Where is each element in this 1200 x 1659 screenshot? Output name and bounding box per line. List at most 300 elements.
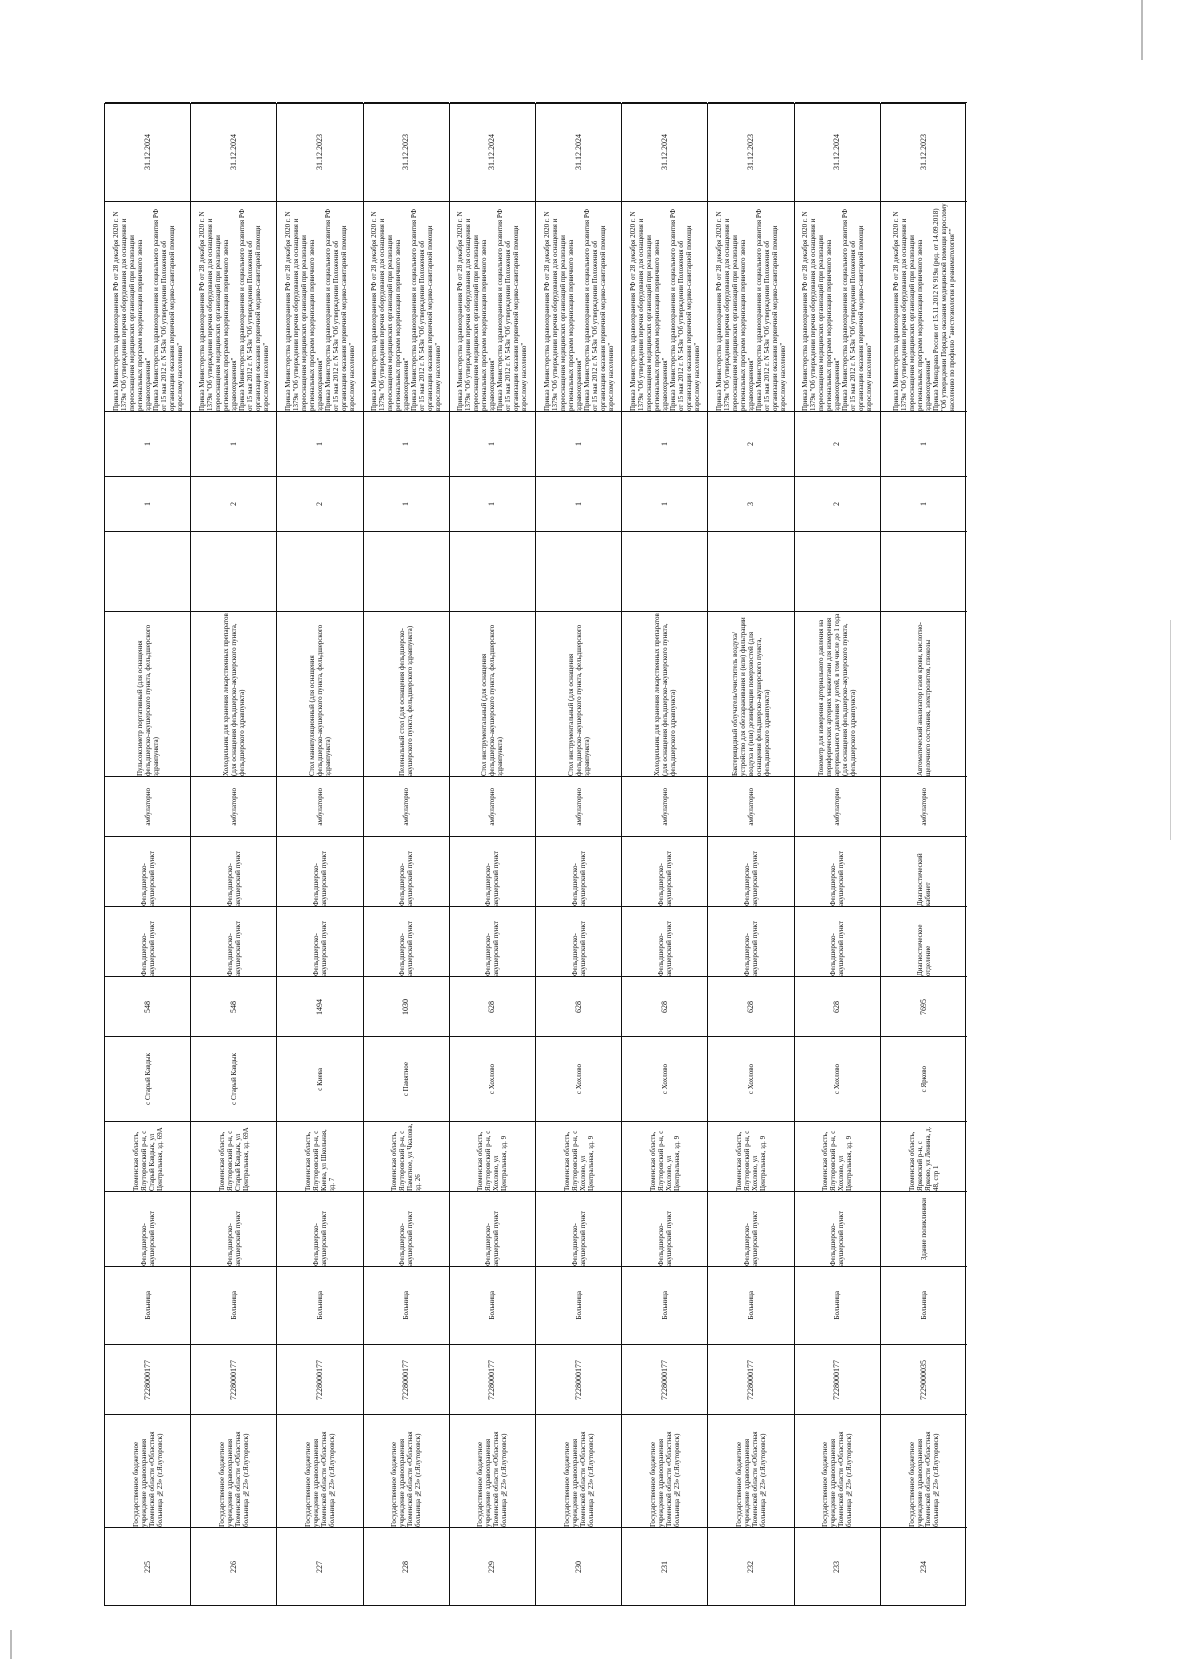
quantity-planned: 1 bbox=[573, 442, 583, 446]
department: Фельдшерско-акушерский пункт bbox=[742, 920, 759, 976]
planned-column-cell bbox=[277, 531, 362, 611]
row-number: 231 bbox=[659, 1560, 669, 1573]
settlement: с Хохлово bbox=[833, 1063, 842, 1095]
address: Тюменская область, Ялуторовский р-н, с Старый Кавдык, ул Центральная, зд. 69А bbox=[131, 1127, 164, 1191]
address: Тюменская область, Ялуторовский р-н, с Хохлово, ул Центральная, зд. 9 bbox=[734, 1130, 767, 1191]
care-conditions-cell bbox=[191, 776, 276, 836]
legal-basis-cell bbox=[191, 201, 276, 411]
inn-code: 7229000035 bbox=[918, 1359, 928, 1400]
organization-name: Государственное бюджетное учреждение здравоохранения Тюменской области «Областная больница №23» (г.Ялуторовск) bbox=[390, 1431, 423, 1527]
sub-department-cell bbox=[450, 836, 535, 906]
table-row bbox=[881, 104, 967, 1605]
quantity-planned-cell bbox=[105, 411, 190, 476]
scan-edge-mark bbox=[10, 1630, 12, 1659]
sub-department: Фельдшерско-акушерский пункт bbox=[656, 850, 673, 906]
address-cell bbox=[708, 1121, 793, 1191]
legal-basis: Приказ Министерства здравоохранения РФ от 28 декабря 2020 г. N 1379н "Об утверждении перечня оборудования для оснащения и переоснащения медицинских организаций при реализации региональных программ модернизации первичного звена здравоохранения" Приказ Министерства здравоохранения и социального развития РФ от 15 мая 2012 г. N 543н "Об утверждении Положения об организации оказания первичной медико-санитарной помощи взрослому населению" bbox=[456, 208, 529, 411]
inn-code: 7228000177 bbox=[745, 1359, 755, 1400]
care-conditions-cell bbox=[536, 776, 621, 836]
quantity-planned: 1 bbox=[142, 442, 152, 446]
equipment-name-cell bbox=[622, 611, 707, 776]
settlement-cell bbox=[536, 1036, 621, 1121]
facility-type-cell bbox=[795, 1266, 880, 1344]
deadline-date-cell bbox=[105, 102, 190, 201]
organization-name-cell bbox=[450, 1414, 535, 1527]
structural-unit: Фельдшерско-акушерский пункт bbox=[829, 1210, 846, 1266]
address-cell bbox=[881, 1121, 967, 1191]
legal-basis: Приказ Министерства здравоохранения РФ от 28 декабря 2020 г. N 1379н "Об утверждении перечня оборудования для оснащения и переоснащения медицинских организаций при реализации региональных программ модернизации первичного звена здравоохранения" Приказ Министерства здравоохранения и социального развития РФ от 15 мая 2012 г. N 543н "Об утверждении Положения об организации оказания первичной медико-санитарной помощи взрослому населению" bbox=[628, 208, 701, 411]
equipment-name-cell bbox=[881, 611, 967, 776]
sub-department-cell bbox=[881, 836, 967, 906]
table-row bbox=[708, 104, 794, 1605]
care-conditions: амбулаторно bbox=[229, 787, 238, 826]
population: 548 bbox=[142, 1000, 152, 1013]
address: Тюменская область, Ялуторовский р-н, с Хохлово, ул Центральная, зд. 9 bbox=[648, 1130, 681, 1191]
planned-column-cell bbox=[795, 531, 880, 611]
facility-type-cell bbox=[536, 1266, 621, 1344]
organization-name-cell bbox=[795, 1414, 880, 1527]
equipment-name: Пеленальный стол (для оснащения фельдшерско-акушерского пункта, фельдшерского здравпункта) bbox=[398, 625, 415, 776]
population-cell bbox=[881, 976, 967, 1036]
department-cell bbox=[191, 906, 276, 976]
scan-edge-mark bbox=[1141, 0, 1143, 60]
address-cell bbox=[364, 1121, 449, 1191]
quantity-planned: 1 bbox=[228, 442, 238, 446]
equipment-name-cell bbox=[708, 611, 793, 776]
structural-unit-cell bbox=[536, 1191, 621, 1266]
legal-basis: Приказ Министерства здравоохранения РФ от 28 декабря 2020 г. N 1379н "Об утверждении перечня оборудования для оснащения и переоснащения медицинских организаций при реализации региональных программ модернизации первичного звена здравоохранения" Приказ Министерства здравоохранения и социального развития РФ от 15 мая 2012 г. N 543н "Об утверждении Положения об организации оказания первичной медико-санитарной помощи взрослому населению" bbox=[111, 208, 184, 411]
population-cell bbox=[105, 976, 190, 1036]
facility-type: Больница bbox=[143, 1291, 152, 1320]
settlement-cell bbox=[881, 1036, 967, 1121]
care-conditions: амбулаторно bbox=[574, 787, 583, 826]
department-cell bbox=[536, 906, 621, 976]
legal-basis: Приказ Министерства здравоохранения РФ от 28 декабря 2020 г. N 1379н "Об утверждении перечня оборудования для оснащения и переоснащения медицинских организаций при реализации региональных программ модернизации первичного звена здравоохранения" Приказ Министерства здравоохранения и социального развития РФ от 15 мая 2012 г. N 543н "Об утверждении Положения об организации оказания первичной медико-санитарной помощи взрослому населению" bbox=[283, 208, 356, 411]
quantity-required-cell bbox=[191, 476, 276, 531]
row-number: 228 bbox=[401, 1560, 411, 1573]
row-number: 226 bbox=[228, 1560, 238, 1573]
quantity-required-cell bbox=[450, 476, 535, 531]
sub-department-cell bbox=[536, 836, 621, 906]
deadline-date: 31.12.2023 bbox=[918, 134, 928, 170]
structural-unit: Фельдшерско-акушерский пункт bbox=[484, 1210, 501, 1266]
settlement: с Хохлово bbox=[660, 1063, 669, 1095]
facility-type: Больница bbox=[315, 1291, 324, 1320]
quantity-required-cell bbox=[536, 476, 621, 531]
population-cell bbox=[450, 976, 535, 1036]
address: Тюменская область, Ярковский р-н, с Ярково, ул Ленина, д. 48, стр 1 bbox=[907, 1126, 940, 1191]
equipment-name-cell bbox=[795, 611, 880, 776]
equipment-name: Пульсоксиметр портативный (для оснащения фельдшерско-акушерского пункта, фельдшерского здравпункта) bbox=[135, 624, 160, 776]
legal-basis: Приказ Министерства здравоохранения РФ от 28 декабря 2020 г. N 1379н "Об утверждении перечня оборудования для оснащения и переоснащения медицинских организаций при реализации региональных программ модернизации первичного звена здравоохранения" Приказ Министерства здравоохранения и социального развития РФ от 15 мая 2012 г. N 543н "Об утверждении Положения об организации оказания первичной медико-санитарной помощи взрослому населению" bbox=[801, 208, 874, 411]
address: Тюменская область, Ялуторовский р-н, с Киева, ул Школьная, зд. 7 bbox=[303, 1129, 336, 1191]
sub-department-cell bbox=[708, 836, 793, 906]
table-row bbox=[622, 104, 708, 1605]
structural-unit: Фельдшерско-акушерский пункт bbox=[570, 1210, 587, 1266]
organization-name: Государственное бюджетное учреждение здравоохранения Тюменской области «Областная больница №23» (г.Ялуторовск) bbox=[562, 1431, 595, 1527]
inn-code-cell bbox=[708, 1344, 793, 1414]
inn-code-cell bbox=[277, 1344, 362, 1414]
equipment-name-cell bbox=[364, 611, 449, 776]
planned-column-cell bbox=[622, 531, 707, 611]
population: 7695 bbox=[918, 998, 928, 1015]
facility-type: Больница bbox=[833, 1291, 842, 1320]
quantity-planned: 1 bbox=[918, 442, 928, 446]
organization-name-cell bbox=[708, 1414, 793, 1527]
address-cell bbox=[795, 1121, 880, 1191]
population-cell bbox=[708, 976, 793, 1036]
quantity-required-cell bbox=[881, 476, 967, 531]
organization-name: Государственное бюджетное учреждение здравоохранения Тюменской области «Областная больница №23» (г.Ялуторовск) bbox=[907, 1431, 940, 1527]
sub-department: Фельдшерско-акушерский пункт bbox=[225, 850, 242, 906]
row-number-cell bbox=[450, 1527, 535, 1605]
facility-type-cell bbox=[191, 1266, 276, 1344]
row-number: 225 bbox=[142, 1560, 152, 1573]
row-number: 227 bbox=[314, 1560, 324, 1573]
quantity-required: 1 bbox=[487, 502, 497, 506]
structural-unit-cell bbox=[191, 1191, 276, 1266]
organization-name: Государственное бюджетное учреждение здравоохранения Тюменской области «Областная больница №23» (г.Ялуторовск) bbox=[476, 1431, 509, 1527]
structural-unit-cell bbox=[105, 1191, 190, 1266]
address: Тюменская область, Ялуторовский р-н, с Памятное, ул Чкалова, зд. 26 bbox=[390, 1123, 423, 1191]
care-conditions-cell bbox=[105, 776, 190, 836]
equipment-name-cell bbox=[191, 611, 276, 776]
department: Фельдшерско-акушерский пункт bbox=[398, 920, 415, 976]
inn-code-cell bbox=[364, 1344, 449, 1414]
department: Фельдшерско-акушерский пункт bbox=[225, 920, 242, 976]
inn-code-cell bbox=[191, 1344, 276, 1414]
population: 628 bbox=[487, 1000, 497, 1013]
structural-unit: Здание поликлиники bbox=[919, 1197, 928, 1261]
row-number-cell bbox=[881, 1527, 967, 1605]
population: 1030 bbox=[401, 998, 411, 1015]
planned-column-cell bbox=[191, 531, 276, 611]
quantity-required-cell bbox=[277, 476, 362, 531]
legal-basis-cell bbox=[622, 201, 707, 411]
quantity-required-cell bbox=[364, 476, 449, 531]
equipment-name: Холодильник для хранения лекарственных препаратов (для оснащения фельдшерско-акушерского пункта, фельдшерского здравпункта) bbox=[221, 613, 246, 776]
legal-basis: Приказ Министерства здравоохранения РФ от 28 декабря 2020 г. N 1379н "Об утверждении перечня оборудования для оснащения и переоснащения медицинских организаций при реализации региональных программ модернизации первичного звена здравоохранения" Приказ Минздрава России от 15.11.2012 N 919н (ред. от 14.09.2018) "Об утверждении Порядка оказания медицинской помощи взрослому населению по профилю "анестезиология и реаниматология"" bbox=[891, 203, 956, 411]
settlement: с Хохлово bbox=[746, 1063, 755, 1095]
quantity-planned: 2 bbox=[832, 442, 842, 446]
department: Фельдшерско-акушерский пункт bbox=[829, 920, 846, 976]
department-cell bbox=[277, 906, 362, 976]
quantity-required: 2 bbox=[228, 502, 238, 506]
quantity-planned-cell bbox=[191, 411, 276, 476]
inn-code-cell bbox=[105, 1344, 190, 1414]
settlement-cell bbox=[795, 1036, 880, 1121]
sub-department: Фельдшерско-акушерский пункт bbox=[398, 850, 415, 906]
inn-code: 7228000177 bbox=[314, 1359, 324, 1400]
settlement-cell bbox=[708, 1036, 793, 1121]
quantity-required-cell bbox=[622, 476, 707, 531]
deadline-date-cell bbox=[364, 102, 449, 201]
population: 1494 bbox=[314, 998, 324, 1015]
settlement: с Киева bbox=[315, 1067, 324, 1091]
population: 628 bbox=[745, 1000, 755, 1013]
settlement-cell bbox=[622, 1036, 707, 1121]
department: Фельдшерско-акушерский пункт bbox=[311, 920, 328, 976]
address-cell bbox=[105, 1121, 190, 1191]
equipment-name-cell bbox=[450, 611, 535, 776]
department-cell bbox=[364, 906, 449, 976]
population-cell bbox=[364, 976, 449, 1036]
facility-type: Больница bbox=[660, 1291, 669, 1320]
structural-unit: Фельдшерско-акушерский пункт bbox=[139, 1210, 156, 1266]
department: Фельдшерско-акушерский пункт bbox=[484, 920, 501, 976]
structural-unit-cell bbox=[881, 1191, 967, 1266]
inn-code: 7228000177 bbox=[832, 1359, 842, 1400]
organization-name: Государственное бюджетное учреждение здравоохранения Тюменской области «Областная больница №23» (г.Ялуторовск) bbox=[303, 1431, 336, 1527]
population-cell bbox=[277, 976, 362, 1036]
facility-type: Больница bbox=[574, 1291, 583, 1320]
equipment-name: Бактерицидный облучатель/очиститель воздуха/устройство для обеззараживания и (или) фильтрации воздуха и (или) дезинфекции поверхностей (для оснащения фельдшерско-акушерского пункта, фельдшерского здравпункта) bbox=[730, 617, 771, 776]
deadline-date: 31.12.2023 bbox=[401, 134, 411, 170]
population-cell bbox=[536, 976, 621, 1036]
address-cell bbox=[191, 1121, 276, 1191]
sub-department: Диагностический кабинет bbox=[915, 853, 932, 906]
quantity-planned: 1 bbox=[401, 442, 411, 446]
facility-type-cell bbox=[277, 1266, 362, 1344]
row-number: 234 bbox=[918, 1560, 928, 1573]
quantity-planned: 1 bbox=[659, 442, 669, 446]
deadline-date-cell bbox=[191, 102, 276, 201]
structural-unit-cell bbox=[450, 1191, 535, 1266]
settlement: с Памятное bbox=[402, 1061, 411, 1097]
department: Диагностическое отделение bbox=[915, 924, 932, 976]
legal-basis-cell bbox=[364, 201, 449, 411]
care-conditions-cell bbox=[708, 776, 793, 836]
facility-type-cell bbox=[622, 1266, 707, 1344]
facility-type-cell bbox=[364, 1266, 449, 1344]
quantity-required: 1 bbox=[918, 502, 928, 506]
facility-type: Больница bbox=[919, 1291, 928, 1320]
inn-code-cell bbox=[622, 1344, 707, 1414]
quantity-planned-cell bbox=[795, 411, 880, 476]
settlement: с Ярково bbox=[919, 1065, 928, 1093]
inn-code: 7228000177 bbox=[228, 1359, 238, 1400]
table-row bbox=[536, 104, 622, 1605]
planned-column-cell bbox=[881, 531, 967, 611]
settlement: с Хохлово bbox=[488, 1063, 497, 1095]
facility-type-cell bbox=[881, 1266, 967, 1344]
care-conditions-cell bbox=[795, 776, 880, 836]
department-cell bbox=[795, 906, 880, 976]
planned-column-cell bbox=[364, 531, 449, 611]
row-number-cell bbox=[795, 1527, 880, 1605]
settlement: с Старый Кавдык bbox=[229, 1053, 238, 1105]
care-conditions: амбулаторно bbox=[143, 787, 152, 826]
facility-type: Больница bbox=[746, 1291, 755, 1320]
inn-code: 7228000177 bbox=[142, 1359, 152, 1400]
population: 628 bbox=[832, 1000, 842, 1013]
organization-name: Государственное бюджетное учреждение здравоохранения Тюменской области «Областная больница №23» (г.Ялуторовск) bbox=[821, 1431, 854, 1527]
quantity-required: 3 bbox=[745, 502, 755, 506]
deadline-date: 31.12.2024 bbox=[142, 134, 152, 170]
settlement-cell bbox=[450, 1036, 535, 1121]
deadline-date: 31.12.2023 bbox=[745, 134, 755, 170]
deadline-date-cell bbox=[536, 102, 621, 201]
care-conditions-cell bbox=[364, 776, 449, 836]
organization-name-cell bbox=[191, 1414, 276, 1527]
row-number: 233 bbox=[832, 1560, 842, 1573]
department-cell bbox=[881, 906, 967, 976]
sub-department-cell bbox=[277, 836, 362, 906]
department-cell bbox=[105, 906, 190, 976]
equipment-name: Холодильник для хранения лекарственных препаратов (для оснащения фельдшерско-акушерского пункта, фельдшерского здравпункта) bbox=[652, 613, 677, 776]
address: Тюменская область, Ялуторовский р-н, с Хохлово, ул Центральная, зд. 9 bbox=[476, 1130, 509, 1191]
address-cell bbox=[450, 1121, 535, 1191]
table-row bbox=[450, 104, 536, 1605]
structural-unit-cell bbox=[277, 1191, 362, 1266]
structural-unit-cell bbox=[795, 1191, 880, 1266]
address-cell bbox=[622, 1121, 707, 1191]
row-number-cell bbox=[536, 1527, 621, 1605]
organization-name-cell bbox=[536, 1414, 621, 1527]
quantity-required: 2 bbox=[314, 502, 324, 506]
structural-unit-cell bbox=[364, 1191, 449, 1266]
sub-department: Фельдшерско-акушерский пункт bbox=[311, 850, 328, 906]
care-conditions: амбулаторно bbox=[660, 787, 669, 826]
quantity-required-cell bbox=[795, 476, 880, 531]
quantity-planned-cell bbox=[708, 411, 793, 476]
department: Фельдшерско-акушерский пункт bbox=[139, 920, 156, 976]
settlement-cell bbox=[364, 1036, 449, 1121]
care-conditions: амбулаторно bbox=[833, 787, 842, 826]
address: Тюменская область, Ялуторовский р-н, с Старый Кавдык, ул Центральная, зд. 69А bbox=[217, 1127, 250, 1191]
rotated-equipment-table bbox=[104, 103, 966, 1606]
equipment-name: Стол инструментальный (для оснащения фельдшерско-акушерского пункта, фельдшерского здравпункта) bbox=[566, 624, 591, 776]
row-number: 230 bbox=[573, 1560, 583, 1573]
legal-basis: Приказ Министерства здравоохранения РФ от 28 декабря 2020 г. N 1379н "Об утверждении перечня оборудования для оснащения и переоснащения медицинских организаций при реализации региональных программ модернизации первичного звена здравоохранения" Приказ Министерства здравоохранения и социального развития РФ от 15 мая 2012 г. N 543н "Об утверждении Положения об организации оказания первичной медико-санитарной помощи взрослому населению" bbox=[542, 208, 615, 411]
department: Фельдшерско-акушерский пункт bbox=[656, 920, 673, 976]
sub-department: Фельдшерско-акушерский пункт bbox=[829, 850, 846, 906]
care-conditions: амбулаторно bbox=[746, 787, 755, 826]
organization-name-cell bbox=[277, 1414, 362, 1527]
department-cell bbox=[622, 906, 707, 976]
row-number-cell bbox=[105, 1527, 190, 1605]
inn-code-cell bbox=[881, 1344, 967, 1414]
quantity-planned: 1 bbox=[487, 442, 497, 446]
legal-basis-cell bbox=[881, 201, 967, 411]
deadline-date: 31.12.2024 bbox=[228, 134, 238, 170]
planned-column-cell bbox=[450, 531, 535, 611]
deadline-date: 31.12.2024 bbox=[487, 134, 497, 170]
scan-edge-mark bbox=[1170, 620, 1171, 840]
care-conditions-cell bbox=[622, 776, 707, 836]
facility-type-cell bbox=[450, 1266, 535, 1344]
organization-name-cell bbox=[364, 1414, 449, 1527]
deadline-date-cell bbox=[277, 102, 362, 201]
organization-name: Государственное бюджетное учреждение здравоохранения Тюменской области «Областная больница №23» (г.Ялуторовск) bbox=[734, 1431, 767, 1527]
population-cell bbox=[191, 976, 276, 1036]
row-number-cell bbox=[364, 1527, 449, 1605]
quantity-required-cell bbox=[708, 476, 793, 531]
legal-basis: Приказ Министерства здравоохранения РФ от 28 декабря 2020 г. N 1379н "Об утверждении перечня оборудования для оснащения и переоснащения медицинских организаций при реализации региональных программ модернизации первичного звена здравоохранения" Приказ Министерства здравоохранения и социального развития РФ от 15 мая 2012 г. N 543н "Об утверждении Положения об организации оказания первичной медико-санитарной помощи взрослому населению" bbox=[714, 208, 787, 411]
quantity-planned: 1 bbox=[314, 442, 324, 446]
organization-name: Государственное бюджетное учреждение здравоохранения Тюменской области «Областная больница №23» (г.Ялуторовск) bbox=[131, 1431, 164, 1527]
table-row bbox=[364, 104, 450, 1605]
structural-unit: Фельдшерско-акушерский пункт bbox=[656, 1210, 673, 1266]
facility-type-cell bbox=[708, 1266, 793, 1344]
deadline-date: 31.12.2024 bbox=[573, 134, 583, 170]
equipment-name-cell bbox=[277, 611, 362, 776]
care-conditions: амбулаторно bbox=[402, 787, 411, 826]
population: 628 bbox=[659, 1000, 669, 1013]
settlement-cell bbox=[105, 1036, 190, 1121]
organization-name-cell bbox=[881, 1414, 967, 1527]
deadline-date-cell bbox=[795, 102, 880, 201]
care-conditions: амбулаторно bbox=[315, 787, 324, 826]
structural-unit: Фельдшерско-акушерский пункт bbox=[225, 1210, 242, 1266]
population-cell bbox=[795, 976, 880, 1036]
department-cell bbox=[450, 906, 535, 976]
sub-department: Фельдшерско-акушерский пункт bbox=[484, 850, 501, 906]
inn-code: 7228000177 bbox=[487, 1359, 497, 1400]
equipment-name-cell bbox=[105, 611, 190, 776]
organization-name: Государственное бюджетное учреждение здравоохранения Тюменской области «Областная больница №23» (г.Ялуторовск) bbox=[648, 1431, 681, 1527]
row-number-cell bbox=[277, 1527, 362, 1605]
population: 628 bbox=[573, 1000, 583, 1013]
settlement: с Хохлово bbox=[574, 1063, 583, 1095]
quantity-planned-cell bbox=[622, 411, 707, 476]
quantity-required: 1 bbox=[401, 502, 411, 506]
inn-code: 7228000177 bbox=[659, 1359, 669, 1400]
address-cell bbox=[277, 1121, 362, 1191]
planned-column-cell bbox=[105, 531, 190, 611]
quantity-required: 1 bbox=[573, 502, 583, 506]
address: Тюменская область, Ялуторовский р-н, с Хохлово, ул Центральная, зд. 9 bbox=[562, 1130, 595, 1191]
settlement-cell bbox=[277, 1036, 362, 1121]
legal-basis-cell bbox=[450, 201, 535, 411]
table-row bbox=[277, 104, 363, 1605]
organization-name-cell bbox=[622, 1414, 707, 1527]
department-cell bbox=[708, 906, 793, 976]
row-number: 232 bbox=[745, 1560, 755, 1573]
department: Фельдшерско-акушерский пункт bbox=[570, 920, 587, 976]
legal-basis-cell bbox=[708, 201, 793, 411]
quantity-planned-cell bbox=[277, 411, 362, 476]
legal-basis: Приказ Министерства здравоохранения РФ от 28 декабря 2020 г. N 1379н "Об утверждении перечня оборудования для оснащения и переоснащения медицинских организаций при реализации региональных программ модернизации первичного звена здравоохранения" Приказ Министерства здравоохранения и социального развития РФ от 15 мая 2012 г. N 543н "Об утверждении Положения об организации оказания первичной медико-санитарной помощи взрослому населению" bbox=[370, 208, 443, 411]
deadline-date: 31.12.2024 bbox=[659, 134, 669, 170]
row-number-cell bbox=[708, 1527, 793, 1605]
row-number-cell bbox=[191, 1527, 276, 1605]
quantity-required: 2 bbox=[832, 502, 842, 506]
equipment-name: Стол инструментальный (для оснащения фельдшерско-акушерского пункта, фельдшерского здравпункта) bbox=[480, 624, 505, 776]
facility-type-cell bbox=[105, 1266, 190, 1344]
address-cell bbox=[536, 1121, 621, 1191]
legal-basis-cell bbox=[105, 201, 190, 411]
deadline-date-cell bbox=[450, 102, 535, 201]
address: Тюменская область, Ялуторовский р-н, с Хохлово, ул Центральная, зд. 9 bbox=[821, 1130, 854, 1191]
planned-column-cell bbox=[536, 531, 621, 611]
organization-name-cell bbox=[105, 1414, 190, 1527]
quantity-required-cell bbox=[105, 476, 190, 531]
facility-type: Больница bbox=[488, 1291, 497, 1320]
deadline-date-cell bbox=[881, 102, 967, 201]
facility-type: Больница bbox=[402, 1291, 411, 1320]
sub-department: Фельдшерско-акушерский пункт bbox=[570, 850, 587, 906]
equipment-name: Стол манипуляционный (для оснащения фельдшерско-акушерского пункта, фельдшерского здравпункта) bbox=[307, 624, 332, 776]
legal-basis: Приказ Министерства здравоохранения РФ от 28 декабря 2020 г. N 1379н "Об утверждении перечня оборудования для оснащения и переоснащения медицинских организаций при реализации региональных программ модернизации первичного звена здравоохранения" Приказ Министерства здравоохранения и социального развития РФ от 15 мая 2012 г. N 543н "Об утверждении Положения об организации оказания первичной медико-санитарной помощи взрослому населению" bbox=[197, 208, 270, 411]
row-number: 229 bbox=[487, 1560, 497, 1573]
care-conditions-cell bbox=[277, 776, 362, 836]
inn-code-cell bbox=[795, 1344, 880, 1414]
care-conditions: амбулаторно bbox=[488, 787, 497, 826]
deadline-date-cell bbox=[708, 102, 793, 201]
table-row bbox=[105, 104, 191, 1605]
sub-department-cell bbox=[795, 836, 880, 906]
